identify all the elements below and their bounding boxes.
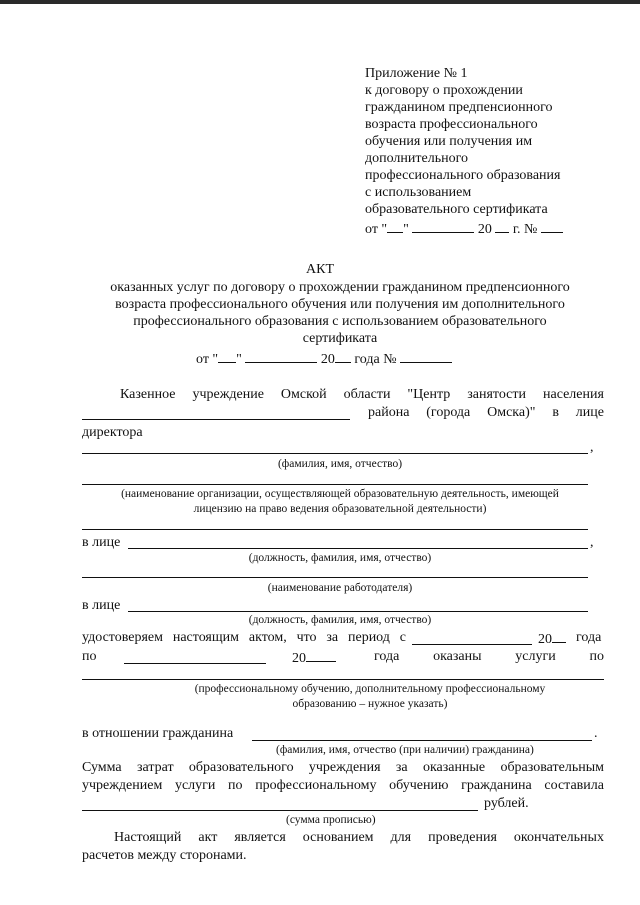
blank-field-employer[interactable] — [82, 577, 588, 578]
paragraph-line: удостоверяем настоящим актом, что за период с — [82, 630, 406, 645]
blank-field-director-name[interactable] — [82, 453, 588, 454]
appendix-line: обучения или получения им — [365, 134, 533, 149]
caption-organization: (наименование организации, осуществляющей образовательную деятельность, имеющей — [121, 488, 559, 500]
appendix-line: профессионального образования — [365, 168, 561, 183]
paragraph-line: учреждением услуги по профессиональному обучению гражданина составила — [82, 778, 604, 793]
year-word: года — [576, 630, 602, 645]
director-label: директора — [82, 425, 143, 440]
blank-field[interactable] — [245, 350, 317, 363]
period-to-label: по — [82, 649, 97, 664]
blank-field[interactable] — [400, 350, 452, 363]
act-subtitle-line: возраста профессионального обучения или получения им дополнительного — [115, 297, 565, 312]
blank-field-district[interactable] — [82, 419, 350, 420]
blank-field-employer-representative[interactable] — [128, 611, 588, 612]
blank-field-representative[interactable] — [128, 548, 588, 549]
blank-field[interactable] — [552, 630, 566, 643]
comma: , — [590, 535, 594, 550]
regarding-citizen-label: в отношении гражданина — [82, 726, 234, 741]
caption-education: образованию – нужное указать) — [292, 698, 448, 710]
act-subtitle-line: оказанных услуг по договору о прохождении гражданином предпенсионного — [110, 280, 570, 295]
blank-field[interactable] — [541, 220, 563, 233]
in-person-label: в лице — [82, 598, 121, 613]
paragraph-line: расчетов между сторонами. — [82, 848, 247, 863]
act-subtitle-line: профессионального образования с использованием образовательного — [133, 314, 547, 329]
blank-field-organization-2[interactable] — [82, 529, 588, 530]
blank-field-sum[interactable] — [82, 810, 478, 811]
appendix-line: с использованием — [365, 185, 472, 200]
paragraph-line: района (города Омска)" в лице — [368, 405, 604, 420]
blank-field[interactable] — [306, 649, 336, 662]
appendix-line: дополнительного — [365, 151, 468, 166]
blank-field[interactable] — [387, 220, 403, 233]
caption-organization: лицензию на право ведения образовательной деятельности) — [193, 503, 487, 515]
blank-field-period-start[interactable] — [412, 644, 532, 645]
blank-field-citizen[interactable] — [252, 740, 592, 741]
act-title: АКТ — [306, 262, 334, 277]
blank-field[interactable] — [218, 350, 236, 363]
comma: , — [590, 440, 594, 455]
blank-field-education-type[interactable] — [82, 679, 604, 680]
act-subtitle-line: сертификата — [302, 331, 378, 346]
blank-field-organization[interactable] — [82, 484, 588, 485]
paragraph-line: Казенное учреждение Омской области "Центр занятости населения — [120, 387, 604, 402]
appendix-line: гражданином предпенсионного — [365, 100, 553, 115]
caption-fio: (фамилия, имя, отчество) — [277, 458, 403, 470]
caption-position: (должность, фамилия, имя, отчество) — [248, 552, 432, 564]
appendix-number: Приложение № 1 — [365, 66, 468, 81]
act-date-line: от " " 20 года № — [196, 350, 452, 368]
in-person-label: в лице — [82, 535, 121, 550]
caption-sum: (сумма прописью) — [286, 814, 376, 826]
appendix-line: образовательного сертификата — [365, 202, 548, 217]
paragraph-line: Сумма затрат образовательного учреждения за оказанные образовательным — [82, 760, 604, 775]
year-prefix: 20 — [538, 630, 566, 648]
year-prefix: 20 — [292, 649, 336, 667]
paragraph-line: Настоящий акт является основанием для проведения окончательных — [114, 830, 604, 845]
caption-citizen: (фамилия, имя, отчество (при наличии) гражданина) — [276, 744, 534, 756]
blank-field-period-end[interactable] — [124, 663, 266, 664]
caption-education: (профессиональному обучению, дополнительному профессиональному — [194, 683, 546, 695]
appendix-line: к договору о прохождении — [365, 83, 523, 98]
blank-field[interactable] — [412, 220, 474, 233]
caption-employer: (наименование работодателя) — [267, 582, 413, 594]
period: . — [594, 726, 598, 741]
appendix-date-line: от " " 20 г. № — [365, 220, 563, 238]
caption-position: (должность, фамилия, имя, отчество) — [248, 614, 432, 626]
rubles-label: рублей. — [484, 796, 529, 811]
appendix-line: возраста профессионального — [365, 117, 538, 132]
paragraph-line: года оказаны услуги по — [374, 649, 604, 664]
scan-top-edge — [0, 0, 640, 4]
blank-field[interactable] — [335, 350, 351, 363]
blank-field[interactable] — [495, 220, 509, 233]
